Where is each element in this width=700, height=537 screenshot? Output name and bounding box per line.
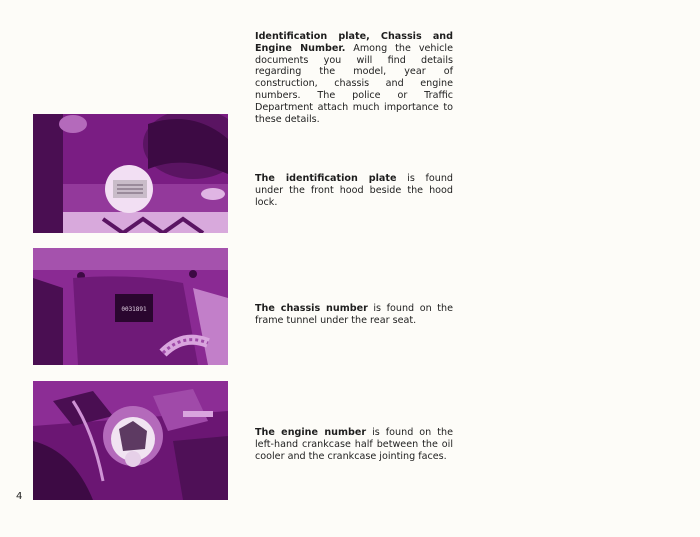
identification-plate-body: is found under the front hood beside the hood lock. — [255, 173, 454, 208]
chassis-number-body: is found on the frame tunnel under the rear seat. — [255, 303, 454, 326]
identification-plate-photo — [33, 114, 228, 233]
chassis-number-photo — [33, 248, 228, 365]
engine-number-photo — [33, 381, 228, 500]
engine-number-paragraph — [255, 427, 453, 462]
intro-body: Among the vehicle documents you will find details regarding the model, year of construction, chassis and engine numbers. The police or Traffic Department attach much importance to these details. — [255, 42, 454, 125]
chassis-number-heading: The chassis number — [255, 303, 368, 314]
engine-number-heading: The engine number — [255, 427, 367, 438]
identification-plate-paragraph — [255, 173, 453, 208]
chassis-plate-number: 0031891 — [121, 306, 147, 313]
identification-plate-heading: The identification plate — [255, 173, 397, 184]
page-number: 4 — [16, 491, 23, 502]
intro-heading: Identification plate, Chassis and Engine Number. — [255, 31, 453, 54]
engine-number-body: is found on the left-hand crankcase half between the oil cooler and the crankcase jointing faces. — [255, 427, 454, 462]
intro-paragraph — [255, 31, 453, 125]
chassis-number-paragraph — [255, 303, 453, 327]
